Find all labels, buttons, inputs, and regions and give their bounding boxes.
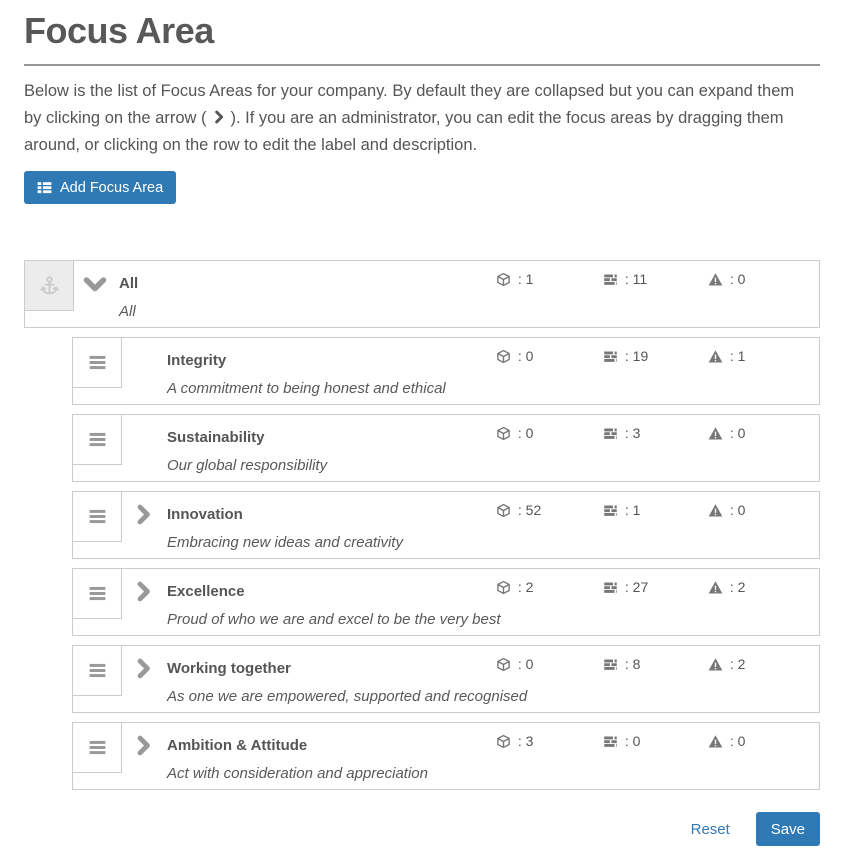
tasks-stat (603, 348, 648, 364)
drag-handle-icon (87, 429, 108, 450)
expand-toggle[interactable] (133, 658, 154, 679)
tasks-icon (603, 349, 618, 364)
cube-icon (496, 426, 511, 441)
tasks-icon (603, 272, 618, 287)
cubes-stat (496, 502, 541, 518)
focus-area-title: Sustainability (167, 429, 265, 446)
drag-handle-icon (87, 506, 108, 527)
tasks-count: : 0 (621, 733, 640, 749)
cube-icon (496, 734, 511, 749)
warnings-stat (708, 502, 745, 518)
warnings-count: : 0 (726, 271, 745, 287)
drag-handle-icon (87, 583, 108, 604)
focus-area-description: Embracing new ideas and creativity (167, 534, 403, 551)
cubes-stat (496, 425, 533, 441)
tasks-icon (603, 734, 618, 749)
chevron-down-icon (83, 272, 107, 296)
warning-triangle-icon (708, 734, 723, 749)
footer-actions (24, 812, 820, 846)
tasks-stat (603, 271, 647, 287)
drag-handle[interactable] (73, 415, 122, 465)
warnings-count: : 1 (726, 348, 745, 364)
drag-handle[interactable] (73, 338, 122, 388)
anchor-handle (25, 261, 74, 311)
chevron-right-icon (133, 735, 154, 756)
tasks-stat (603, 502, 640, 518)
tasks-icon (603, 657, 618, 672)
warnings-count: : 2 (726, 656, 745, 672)
page-description-part2: ). If you are an administrator, you can edit the focus areas by dragging them around, or clicking on the row to edit the label and description. (24, 109, 784, 154)
focus-area-description: As one we are empowered, supported and recognised (167, 688, 528, 705)
add-focus-area-button[interactable] (24, 171, 176, 204)
cubes-stat (496, 271, 533, 287)
focus-area-row-ambition-attitude[interactable] (72, 722, 820, 790)
focus-area-title: Innovation (167, 506, 243, 523)
reset-button[interactable]: Reset (690, 820, 730, 838)
tasks-stat (603, 579, 648, 595)
focus-area-title: Integrity (167, 352, 227, 369)
cubes-count: : 1 (514, 271, 533, 287)
th-list-icon (37, 180, 52, 195)
chevron-right-icon (133, 658, 154, 679)
warnings-count: : 0 (726, 733, 745, 749)
cubes-stat (496, 733, 533, 749)
drag-handle-icon (87, 660, 108, 681)
focus-area-description: A commitment to being honest and ethical (167, 380, 446, 397)
focus-area-description: Our global responsibility (167, 457, 328, 474)
focus-area-description: Act with consideration and appreciation (167, 765, 428, 782)
warnings-stat (708, 348, 745, 364)
drag-handle-icon (87, 352, 108, 373)
focus-area-title: All (119, 275, 139, 292)
drag-handle[interactable] (73, 569, 122, 619)
save-button[interactable]: Save (756, 812, 820, 846)
tasks-stat (603, 733, 640, 749)
tasks-count: : 1 (621, 502, 640, 518)
focus-area-description: Proud of who we are and excel to be the very best (167, 611, 501, 628)
cubes-count: : 52 (514, 502, 541, 518)
page-description (24, 78, 804, 159)
focus-area-title: Excellence (167, 583, 245, 600)
tasks-icon (603, 580, 618, 595)
focus-area-description: All (119, 303, 136, 320)
warning-triangle-icon (708, 657, 723, 672)
tasks-count: : 11 (621, 271, 647, 287)
drag-handle[interactable] (73, 646, 122, 696)
expand-toggle[interactable] (133, 504, 154, 525)
focus-area-row-all[interactable] (24, 260, 820, 328)
cubes-stat (496, 348, 533, 364)
focus-area-row-innovation[interactable] (72, 491, 820, 559)
warnings-stat (708, 733, 745, 749)
focus-area-row-integrity[interactable] (72, 337, 820, 405)
chevron-right-icon (212, 110, 226, 124)
tasks-stat (603, 425, 640, 441)
warning-triangle-icon (708, 349, 723, 364)
warnings-stat (708, 656, 745, 672)
cubes-count: : 0 (514, 425, 533, 441)
focus-area-list (24, 260, 820, 790)
cubes-count: : 2 (514, 579, 533, 595)
drag-handle[interactable] (73, 492, 122, 542)
warning-triangle-icon (708, 272, 723, 287)
expand-toggle[interactable] (133, 735, 154, 756)
drag-handle[interactable] (73, 723, 122, 773)
chevron-right-icon (133, 581, 154, 602)
focus-area-row-excellence[interactable] (72, 568, 820, 636)
tasks-count: : 19 (621, 348, 648, 364)
add-focus-area-label: Add Focus Area (60, 179, 164, 196)
warning-triangle-icon (708, 580, 723, 595)
cubes-stat (496, 579, 533, 595)
tasks-count: : 27 (621, 579, 648, 595)
page (0, 10, 845, 846)
warnings-count: : 0 (726, 502, 745, 518)
warnings-count: : 0 (726, 425, 745, 441)
focus-area-row-working-together[interactable] (72, 645, 820, 713)
page-description-part1: Below is the list of Focus Areas for your company. By default they are collapsed but you can expand them by clicking on the arrow ( (24, 82, 795, 127)
tasks-stat (603, 656, 640, 672)
focus-area-title: Working together (167, 660, 291, 677)
cubes-stat (496, 656, 533, 672)
expand-toggle[interactable] (133, 581, 154, 602)
drag-handle-icon (87, 737, 108, 758)
warnings-stat (708, 271, 745, 287)
warning-triangle-icon (708, 503, 723, 518)
cubes-count: : 0 (514, 348, 533, 364)
focus-area-row-sustainability[interactable] (72, 414, 820, 482)
warnings-stat (708, 579, 745, 595)
warning-triangle-icon (708, 426, 723, 441)
cubes-count: : 3 (514, 733, 533, 749)
tasks-count: : 3 (621, 425, 640, 441)
cube-icon (496, 272, 511, 287)
cube-icon (496, 580, 511, 595)
warnings-count: : 2 (726, 579, 745, 595)
collapse-toggle[interactable] (83, 272, 107, 296)
focus-area-title: Ambition & Attitude (167, 737, 308, 754)
anchor-icon (39, 275, 60, 296)
tasks-icon (603, 426, 618, 441)
chevron-right-icon (133, 504, 154, 525)
cube-icon (496, 657, 511, 672)
warnings-stat (708, 425, 745, 441)
tasks-count: : 8 (621, 656, 640, 672)
cube-icon (496, 349, 511, 364)
cubes-count: : 0 (514, 656, 533, 672)
tasks-icon (603, 503, 618, 518)
cube-icon (496, 503, 511, 518)
page-title: Focus Area (24, 10, 820, 66)
